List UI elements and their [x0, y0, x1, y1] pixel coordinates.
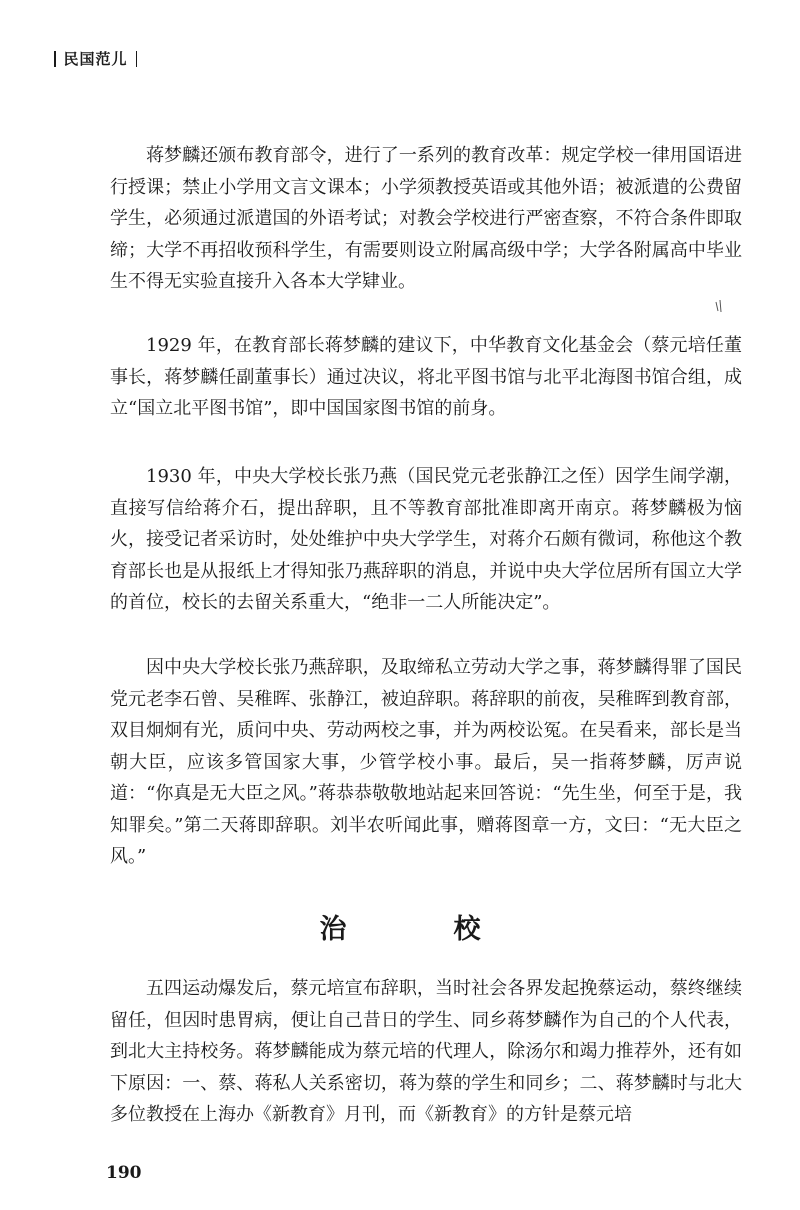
header-rule-left [54, 51, 56, 67]
paragraph-may-fourth: 五四运动爆发后，蔡元培宣布辞职，当时社会各界发起挽蔡运动，蔡终继续留任，但因时患胃病，便让自己昔日的学生、同乡蒋梦麟作为自己的个人代表，到北大主持校务。蒋梦麟能成为蔡元培的代理人，除汤尔和竭力推荐外，还有如下原因：一、蔡、蒋私人关系密切，蒋为蔡的学生和同乡；二、蒋梦麟时与北大多位教授在上海办《新教育》月刊，而《新教育》的方针是蔡元培 [110, 978, 742, 1125]
paragraph-education-reforms: 蒋梦麟还颁布教育部令，进行了一系列的教育改革：规定学校一律用国语进行授课；禁止小学用文言文课本；小学须教授英语或其他外语；被派遣的公费留学生，必须通过派遣国的外语考试；对教会学校进行严密查察，不符合条件即取缔；大学不再招收预科学生，有需要则设立附属高级中学；大学各附属高中毕业生不得无实验直接升入各本大学肄业。 [110, 145, 742, 292]
running-title: 民国范儿 [63, 50, 128, 68]
section-heading: 治 校 [319, 914, 521, 945]
header-rule-right [136, 51, 138, 67]
page-number: 190 [106, 1163, 142, 1183]
paragraph-1929-library: 1929 年，在教育部长蒋梦麟的建议下，中华教育文化基金会（蔡元培任董事长，蒋梦麟任副董事长）通过决议，将北平图书馆与北平北海图书馆合组，成立“国立北平图书馆”，即中国国家图书馆的前身。 [110, 335, 742, 419]
running-header [54, 48, 137, 69]
paragraph-resignation: 因中央大学校长张乃燕辞职，及取缔私立劳动大学之事，蒋梦麟得罪了国民党元老李石曾、吴稚晖、张静江，被迫辞职。蒋辞职的前夜，吴稚晖到教育部，双目炯炯有光，质问中央、劳动两校之事，并为两校讼冤。在吴看来，部长是当朝大臣，应该多管国家大事，少管学校小事。最后，吴一指蒋梦麟，厉声说道：“你真是无大臣之风。”蒋恭恭敬敬地站起来回答说：“先生坐，何至于是，我知罪矣。”第二天蒋即辞职。刘半农听闻此事，赠蒋图章一方，文曰：“无大臣之风。” [110, 657, 742, 867]
margin-pencil-mark [714, 299, 724, 313]
paragraph-1930-zhang-naiyan: 1930 年，中央大学校长张乃燕（国民党元老张静江之侄）因学生闹学潮，直接写信给蒋介石，提出辞职，且不等教育部批准即离开南京。蒋梦麟极为恼火，接受记者采访时，处处维护中央大学学生，对蒋介石颇有微词，称他这个教育部长也是从报纸上才得知张乃燕辞职的消息，并说中央大学位居所有国立大学的首位，校长的去留关系重大，“绝非一二人所能决定”。 [110, 466, 742, 613]
